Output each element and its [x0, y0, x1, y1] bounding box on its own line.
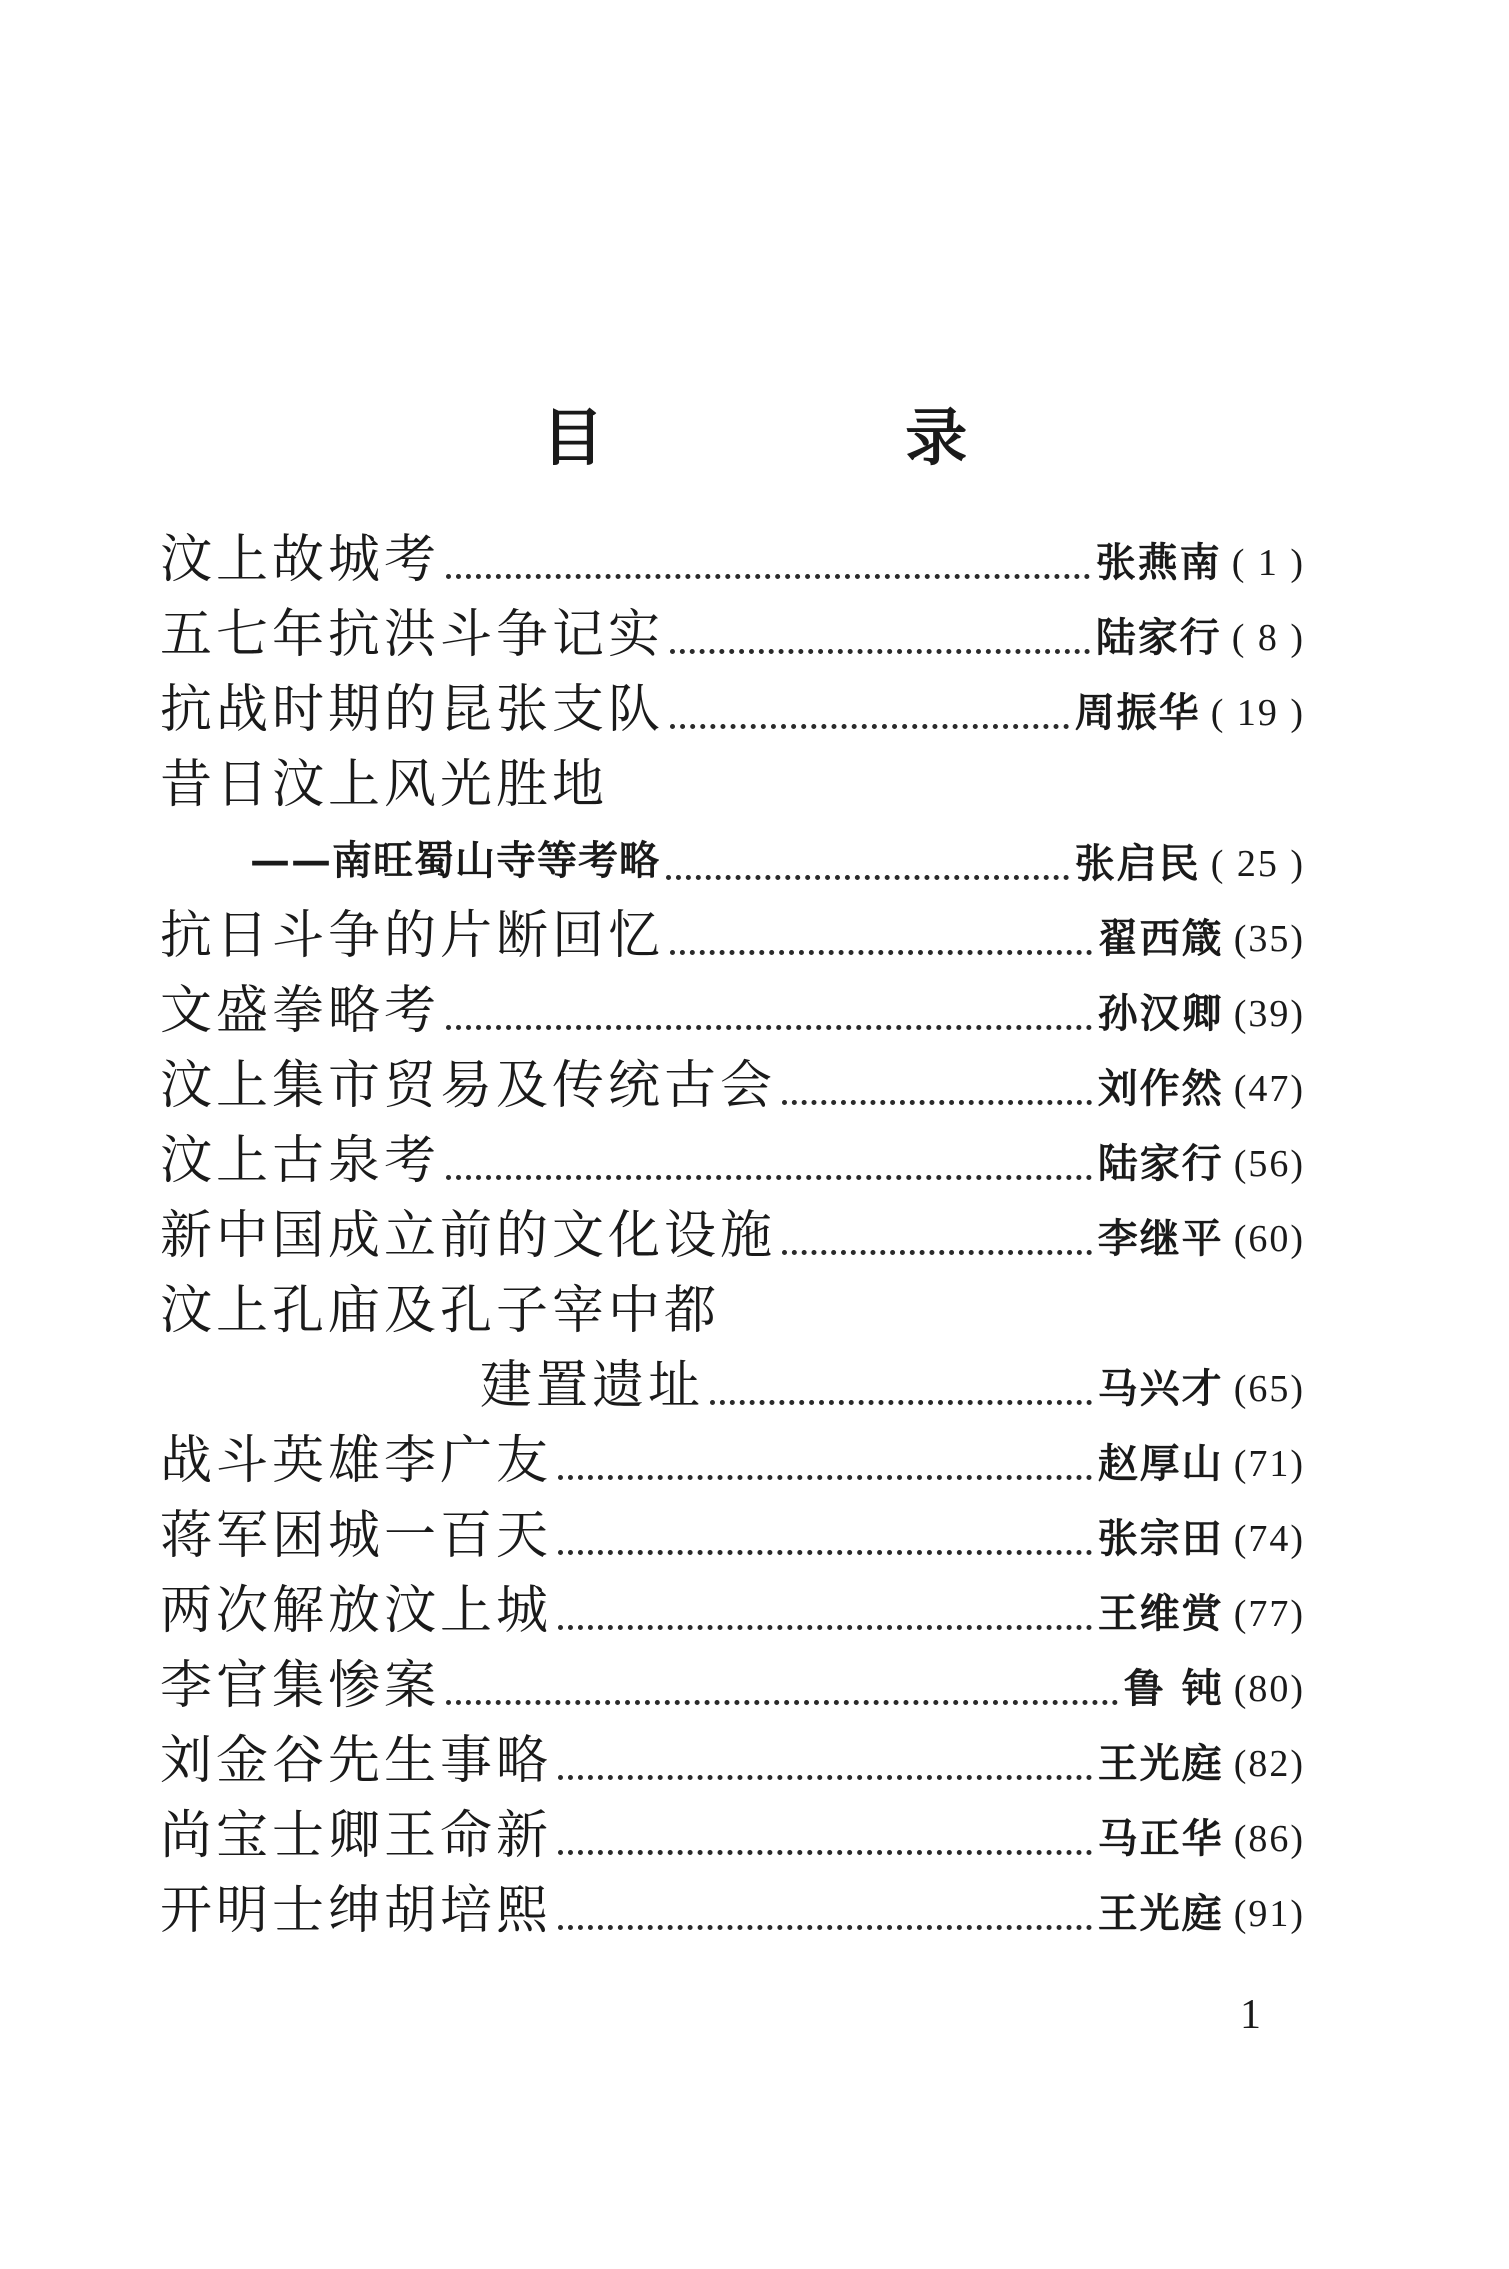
toc-entry-title: 李官集惨案: [160, 1656, 441, 1716]
toc-entry: [160, 1644, 1305, 1719]
toc-entry-title: 开明士绅胡培熙: [160, 1881, 553, 1941]
dot-leader: [782, 1100, 1092, 1105]
toc-entry-title: 建置遗址: [480, 1356, 705, 1416]
toc-entry: [160, 743, 1305, 818]
toc-entry-title: 尚宝士卿王命新: [160, 1806, 553, 1866]
toc-entry-author: 王光庭: [1097, 1890, 1224, 1937]
toc-entry: [160, 518, 1305, 593]
toc-entry-page: ( 8 ): [1231, 617, 1305, 659]
toc-entry-title: 汶上古泉考: [160, 1131, 441, 1191]
toc-entry-title: 抗日斗争的片断回忆: [160, 906, 665, 966]
toc-entry-author: 张燕南: [1095, 539, 1222, 586]
toc-entry-title: 汶上故城考: [160, 530, 441, 590]
toc-entry-author: 李继平: [1097, 1215, 1224, 1262]
toc-entry-title: 刘金谷先生事略: [160, 1731, 553, 1791]
dot-leader: [558, 1850, 1092, 1855]
toc-entry-page: ( 25 ): [1210, 843, 1305, 885]
toc-entry-page: (77): [1233, 1593, 1305, 1635]
dot-leader: [446, 1700, 1118, 1705]
toc-entry: [160, 593, 1305, 668]
dot-leader: [558, 1775, 1092, 1780]
toc-entry: [160, 969, 1305, 1044]
page-number: 1: [1240, 1992, 1261, 2038]
toc-entry-subtitle: [160, 818, 1305, 894]
toc-entry-title: 蒋军困城一百天: [160, 1506, 553, 1566]
toc-entry: [160, 1869, 1305, 1944]
toc-entry-author: 王维赏: [1097, 1590, 1224, 1637]
toc-entry-page: ( 19 ): [1210, 692, 1305, 734]
toc-entry-author: 陆家行: [1097, 1140, 1224, 1187]
toc-entry: [160, 1794, 1305, 1869]
toc-entry: [160, 1419, 1305, 1494]
toc-entry: [160, 1119, 1305, 1194]
toc-entry: [160, 1194, 1305, 1269]
page-title: 目 录: [541, 401, 1108, 474]
dot-leader: [558, 1925, 1092, 1930]
dot-leader: [666, 875, 1069, 880]
toc-entry-page: (71): [1233, 1443, 1305, 1485]
dot-leader: [558, 1550, 1092, 1555]
dot-leader: [558, 1625, 1092, 1630]
toc-entry-page: (65): [1233, 1368, 1305, 1410]
toc-entry-author: 鲁 钝: [1123, 1665, 1224, 1712]
toc-entry-page: (60): [1233, 1218, 1305, 1260]
toc-entry-author: 周振华: [1074, 689, 1201, 736]
dot-leader: [446, 1175, 1092, 1180]
toc-entry-author: 张宗田: [1097, 1515, 1224, 1562]
toc-entry-author: 翟西箴: [1097, 915, 1224, 962]
toc-entry-page: (35): [1233, 918, 1305, 960]
toc-entry-author: 张启民: [1074, 840, 1201, 887]
toc-entry-author: 孙汉卿: [1097, 990, 1224, 1037]
toc-entry-page: (74): [1233, 1518, 1305, 1560]
toc-entry-title: 昔日汶上风光胜地: [160, 755, 609, 815]
dot-leader: [782, 1250, 1092, 1255]
dot-leader: [670, 649, 1090, 654]
toc-entry-author: 王光庭: [1097, 1740, 1224, 1787]
toc-entry-title: ——南旺蜀山寺等考略: [250, 837, 660, 884]
toc-entry-title: 战斗英雄李广友: [160, 1431, 553, 1491]
toc-entry-page: (47): [1233, 1068, 1305, 1110]
toc-entry: [160, 1494, 1305, 1569]
toc-entry-title: 汶上集市贸易及传统古会: [160, 1056, 777, 1116]
dot-leader: [446, 1025, 1092, 1030]
dot-leader: [670, 950, 1092, 955]
toc-entry-author: 马兴才: [1097, 1365, 1224, 1412]
toc-entry: [160, 1044, 1305, 1119]
dot-leader: [446, 574, 1090, 579]
toc-entry-page: (39): [1233, 993, 1305, 1035]
dot-leader: [558, 1475, 1092, 1480]
toc-entry-page: (91): [1233, 1893, 1305, 1935]
toc-entry-author: 马正华: [1097, 1815, 1224, 1862]
toc-entry-page: (82): [1233, 1743, 1305, 1785]
toc-entry: [160, 894, 1305, 969]
toc-entry-continued: [160, 1344, 1305, 1419]
toc-entry-author: 赵厚山: [1097, 1440, 1224, 1487]
toc-entry-author: 刘作然: [1097, 1065, 1224, 1112]
toc-entry: [160, 1719, 1305, 1794]
dot-leader: [670, 724, 1069, 729]
toc-entry-page: ( 1 ): [1231, 542, 1305, 584]
toc-entry-title: 文盛拳略考: [160, 981, 441, 1041]
toc-entry-title: 五七年抗洪斗争记实: [160, 605, 665, 665]
toc-entry-page: (56): [1233, 1143, 1305, 1185]
toc-entry-title: 新中国成立前的文化设施: [160, 1206, 777, 1266]
toc-entry-page: (86): [1233, 1818, 1305, 1860]
toc-entry-page: (80): [1233, 1668, 1305, 1710]
toc-entry-title: 抗战时期的昆张支队: [160, 680, 665, 740]
toc-entry-title: 汶上孔庙及孔子宰中都: [160, 1281, 721, 1341]
dot-leader: [710, 1400, 1092, 1405]
toc-entry: [160, 1569, 1305, 1644]
toc-entry: [160, 1269, 1305, 1344]
toc-entry: [160, 668, 1305, 743]
table-of-contents: [160, 518, 1305, 1944]
toc-entry-title: 两次解放汶上城: [160, 1581, 553, 1641]
toc-entry-author: 陆家行: [1095, 614, 1222, 661]
